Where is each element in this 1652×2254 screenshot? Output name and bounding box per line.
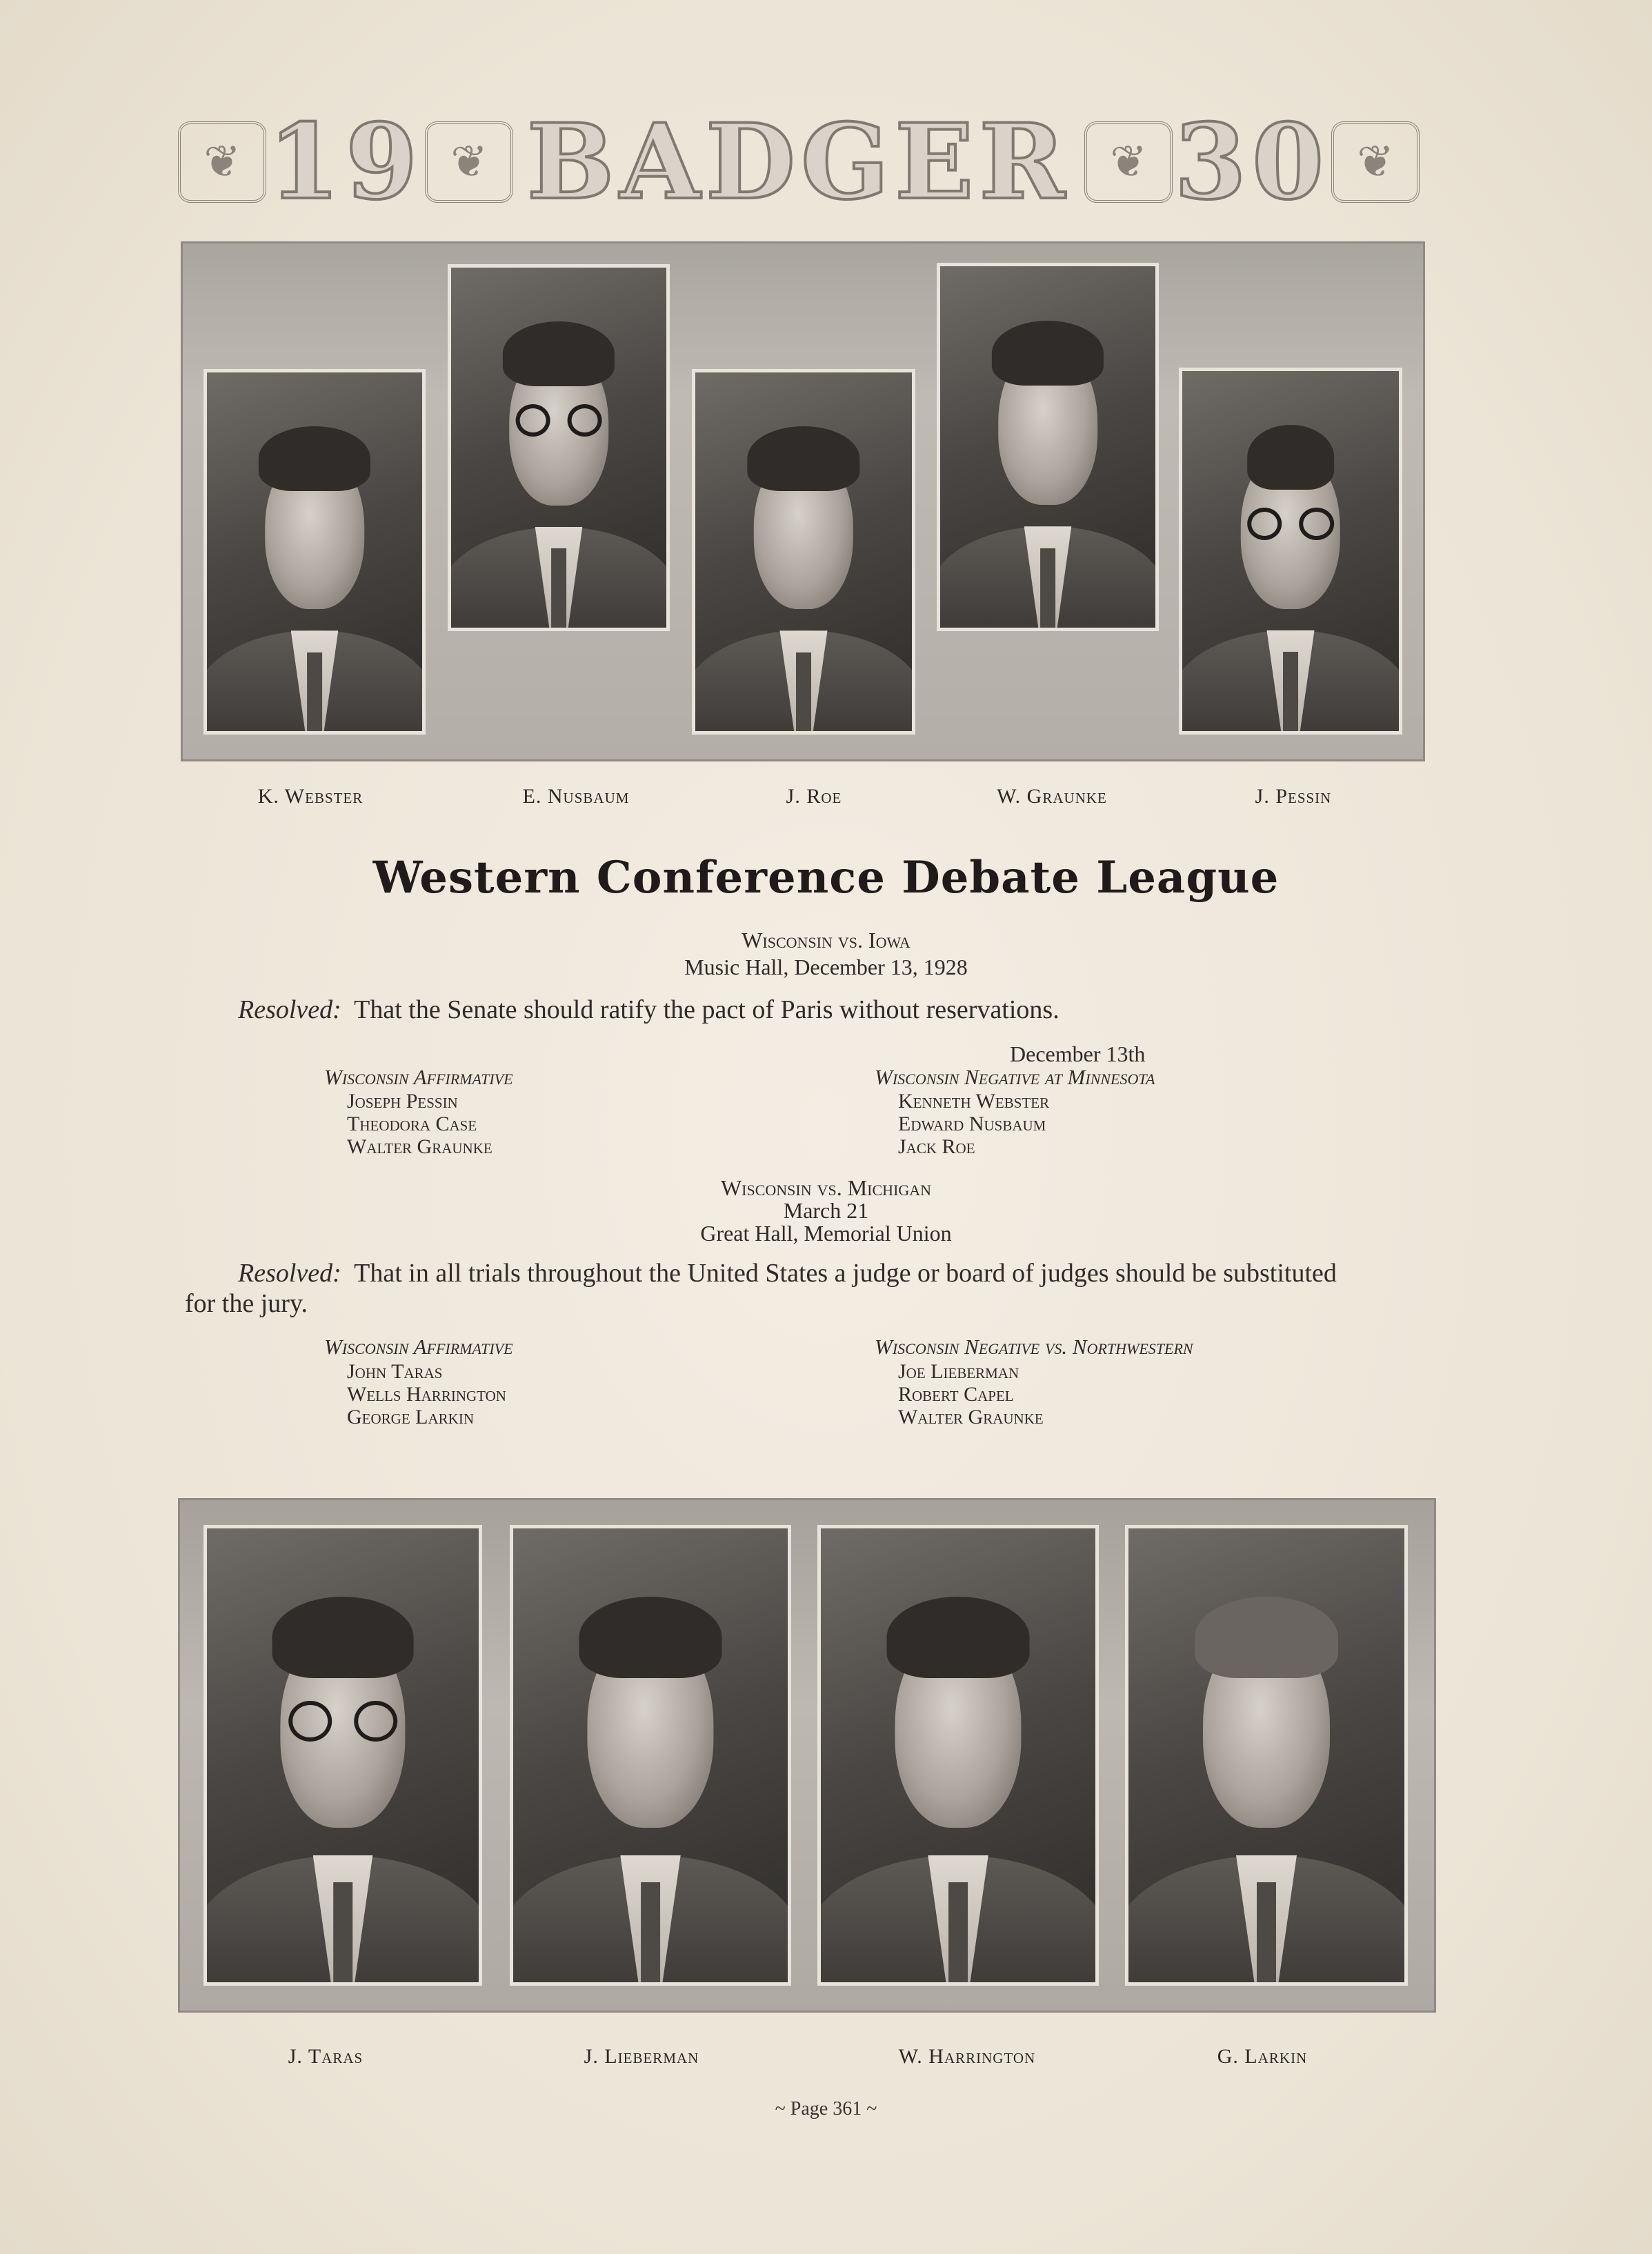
banner-year-left: 19 [268, 101, 424, 223]
portrait-photo [510, 1525, 791, 1986]
banner-year-right: 30 [1174, 101, 1330, 223]
resolved-label: Resolved: [238, 995, 341, 1024]
banner-title: BADGER [526, 101, 1071, 223]
team-heading: Wisconsin Negative at Minnesota [875, 1065, 1155, 1089]
resolution-continued: for the jury. [185, 1289, 308, 1318]
team-member: Theodora Case [347, 1113, 477, 1135]
portrait-photo [448, 264, 670, 631]
photo-caption: J. Pessin [1255, 785, 1332, 808]
team-heading: Wisconsin Negative vs. Northwestern [875, 1335, 1193, 1359]
ornament-icon: ❦ [1331, 121, 1420, 203]
ornament-icon: ❦ [425, 121, 513, 203]
portrait-photo [817, 1525, 1099, 1986]
resolution [238, 1258, 1337, 1288]
section-title: Western Conference Debate League [372, 852, 1280, 904]
photo-caption: W. Harrington [898, 2045, 1036, 2068]
resolution-text: That the Senate should ratify the pact of Paris without reservations. [354, 995, 1059, 1024]
portrait-photo [692, 369, 915, 735]
team-member: Robert Capel [898, 1383, 1014, 1406]
team-member: Walter Graunke [898, 1406, 1044, 1428]
team-member: Edward Nusbaum [898, 1113, 1046, 1135]
team-member: Joe Lieberman [898, 1360, 1019, 1383]
debate-date: March 21 [783, 1198, 869, 1223]
resolved-label: Resolved: [238, 1259, 341, 1288]
team-member: John Taras [347, 1360, 443, 1383]
team-member: Wells Harrington [347, 1383, 506, 1406]
portrait-photo [937, 263, 1159, 631]
portrait-photo [203, 1525, 482, 1986]
debate-date: December 13th [1010, 1041, 1146, 1066]
portrait-photo [203, 369, 426, 735]
yearbook-header-banner [178, 101, 1420, 223]
portrait-photo [1125, 1525, 1408, 1986]
page-number: ~ Page 361 ~ [775, 2098, 877, 2120]
resolution-text: That in all trials throughout the United States a judge or board of judges should be substituted [354, 1259, 1337, 1288]
debate-venue: Great Hall, Memorial Union [700, 1221, 952, 1246]
photo-caption: J. Roe [786, 785, 842, 808]
photo-caption: J. Lieberman [584, 2045, 699, 2068]
team-heading: Wisconsin Affirmative [324, 1065, 513, 1089]
team-member: Jack Roe [898, 1135, 975, 1158]
debate-venue: Music Hall, December 13, 1928 [684, 955, 968, 979]
portrait-photo [1179, 368, 1402, 735]
debate-matchup: Wisconsin vs. Michigan [720, 1175, 932, 1200]
team-heading: Wisconsin Affirmative [324, 1335, 513, 1359]
team-member: Kenneth Webster [898, 1090, 1050, 1113]
debate-matchup: Wisconsin vs. Iowa [742, 928, 910, 953]
ornament-icon: ❦ [1084, 121, 1173, 203]
top-photo-panel [181, 241, 1425, 761]
ornament-icon: ❦ [178, 121, 266, 203]
photo-caption: E. Nusbaum [522, 785, 630, 808]
photo-caption: J. Taras [288, 2045, 364, 2068]
photo-caption: K. Webster [257, 785, 364, 808]
resolution [238, 995, 1059, 1025]
team-member: Joseph Pessin [347, 1090, 458, 1113]
bottom-photo-panel [178, 1498, 1436, 2013]
photo-caption: G. Larkin [1217, 2045, 1308, 2068]
photo-caption: W. Graunke [997, 785, 1107, 808]
team-member: Walter Graunke [347, 1135, 492, 1158]
team-member: George Larkin [347, 1406, 474, 1428]
